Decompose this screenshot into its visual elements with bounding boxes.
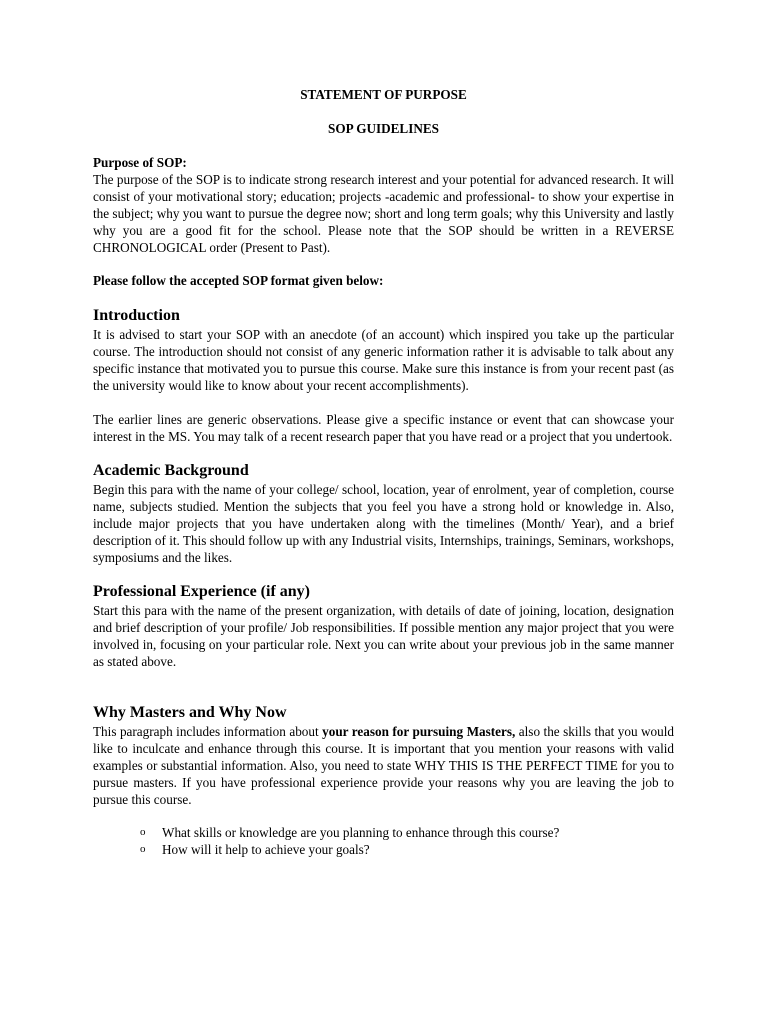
format-instruction: Please follow the accepted SOP format given below: — [93, 273, 384, 288]
why-masters-heading: Why Masters and Why Now — [93, 704, 287, 721]
introduction-heading: Introduction — [93, 307, 180, 324]
professional-experience-heading: Professional Experience (if any) — [93, 583, 311, 600]
bullet-text: What skills or knowledge are you planning to enhance through this course? — [162, 825, 560, 840]
why-masters-bullet-list — [93, 824, 674, 858]
hollow-bullet-icon: o — [140, 843, 146, 855]
hollow-bullet-icon: o — [140, 826, 146, 838]
academic-background-heading: Academic Background — [93, 462, 249, 479]
list-item — [140, 824, 674, 841]
why-masters-text-start: This paragraph includes information about — [93, 724, 323, 739]
academic-background-paragraph: Begin this para with the name of your college/ school, location, year of enrolment, year of completion, course name, subjects studied. Mention the subjects that you feel you have a strong hold or knowledge in. Also, include major projects that you have undertaken along with the timelines (Month/ Year), and a brief description of it. This should follow up with any Industrial visits, Internships, trainings, Seminars, workshops, symposiums and the likes. — [93, 482, 674, 565]
document-page — [93, 86, 674, 858]
bullet-text: How will it help to achieve your goals? — [162, 842, 370, 857]
why-masters-paragraph — [93, 723, 674, 808]
why-masters-text-end: also the skills that you would like to inculcate and enhance through this course. It is important that you mention your reasons with valid examples or substantial information. Also, you need to state WHY THIS IS THE PERFECT TIME for you to pursue masters. If you have professional experience provide your reasons why you are leaving the job to pursue this course. — [93, 724, 675, 807]
introduction-paragraph-1: It is advised to start your SOP with an anecdote (of an account) which inspired you take up the particular course. The introduction should not consist of any generic information rather it is advisable to talk about any specific instance that motivated you to pursue this course. Make sure this instance is from your recent past (as the university would like to know about your recent accomplishments). — [93, 327, 674, 393]
introduction-paragraph-2: The earlier lines are generic observations. Please give a specific instance or event that can showcase your interest in the MS. You may talk of a recent research paper that you have read or a project that you undertook. — [93, 412, 674, 444]
document-subtitle: SOP GUIDELINES — [327, 121, 440, 136]
why-masters-emphasis: your reason for pursuing Masters, — [322, 724, 516, 739]
document-title: STATEMENT OF PURPOSE — [300, 87, 467, 102]
list-item — [140, 841, 674, 858]
purpose-label: Purpose of SOP: — [93, 155, 187, 170]
professional-experience-paragraph: Start this para with the name of the present organization, with details of date of joining, location, designation and brief description of your profile/ Job responsibilities. If possible mention any major project that you were involved in, focusing on your particular role. Next you can write about your previous job in the same manner as stated above. — [93, 603, 674, 669]
purpose-paragraph: The purpose of the SOP is to indicate strong research interest and your potential for advanced research. It will consist of your motivational story; education; projects -academic and professional- to show your expertise in the subject; why you want to pursue the degree now; short and long term goals; why this University and lastly why you are a good fit for the school. Please note that the SOP should be written in a REVERSE CHRONOLOGICAL order (Present to Past). — [93, 172, 674, 255]
